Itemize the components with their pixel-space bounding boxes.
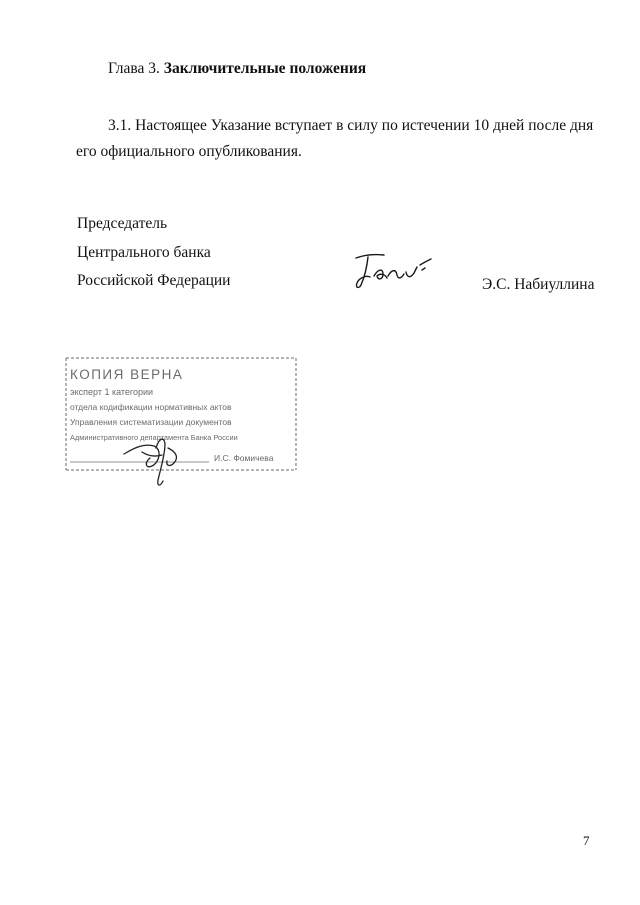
- signatory-position-line-2: Центрального банка: [77, 244, 211, 261]
- page-number: 7: [583, 833, 590, 848]
- stamp-line-1: эксперт 1 категории: [70, 387, 154, 397]
- stamp-signer: И.С. Фомичева: [214, 453, 274, 463]
- certification-stamp: [64, 352, 300, 492]
- paragraph-line-2: его официального опубликования.: [76, 143, 302, 160]
- chapter-heading: [108, 60, 366, 78]
- handwritten-signature: [350, 248, 440, 296]
- paragraph-line-1: 3.1. Настоящее Указание вступает в силу по истечении 10 дней после дня: [108, 117, 594, 134]
- stamp-line-2: отдела кодификации нормативных актов: [70, 402, 232, 412]
- stamp-line-3: Управления систематизации документов: [70, 417, 232, 427]
- stamp-line-4: Административного департамента Банка России: [70, 433, 238, 442]
- signatory-position-line-3: Российской Федерации: [77, 272, 231, 289]
- signatory-name: Э.С. Набиуллина: [482, 276, 595, 293]
- chapter-title: Заключительные положения: [163, 60, 367, 77]
- chapter-prefix: Глава 3.: [108, 60, 164, 77]
- stamp-title: КОПИЯ ВЕРНА: [70, 367, 184, 382]
- signatory-position-line-1: Председатель: [77, 215, 168, 232]
